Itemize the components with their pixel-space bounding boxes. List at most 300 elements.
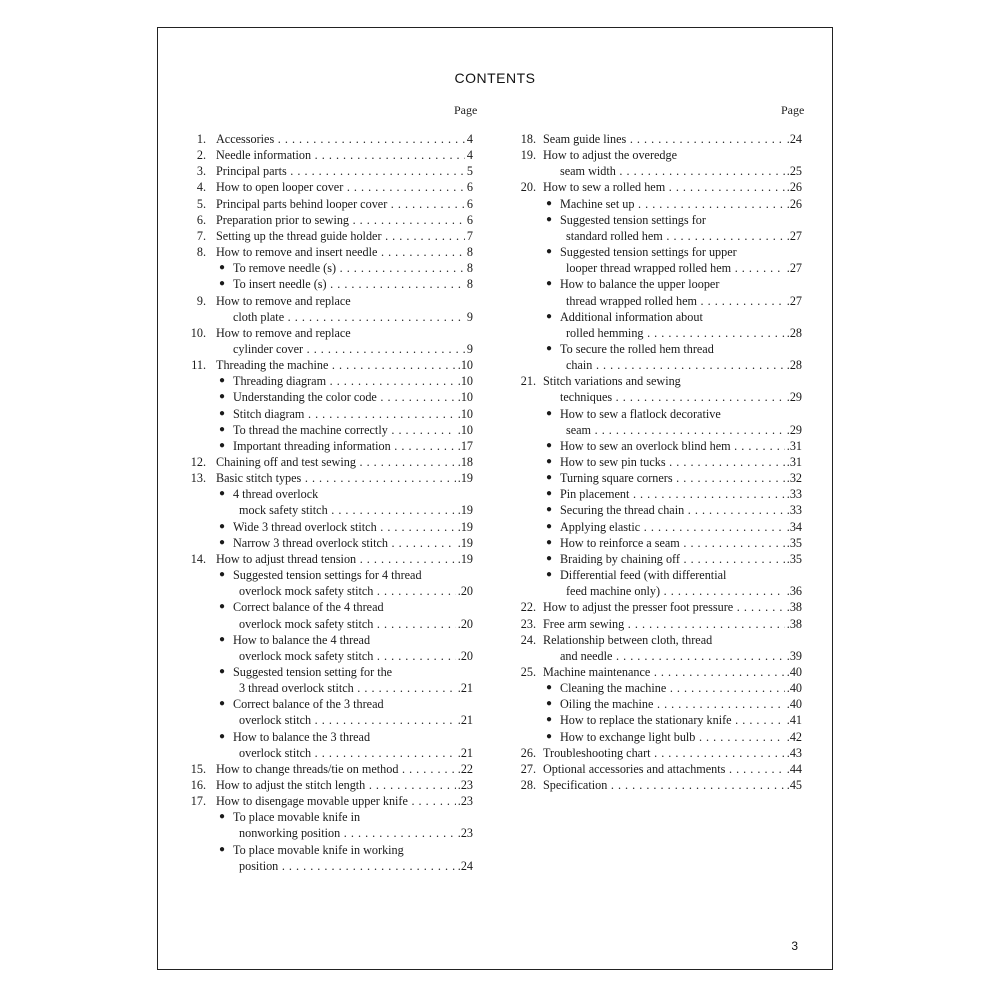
toc-entry xyxy=(158,793,478,809)
bullet-icon: ● xyxy=(546,278,553,290)
toc-entry-title: How to change threads/tie on method . . . xyxy=(216,761,473,777)
toc-entry xyxy=(158,825,478,841)
toc-entry-title: To place movable knife in working xyxy=(233,842,404,857)
toc-entry-title: Relationship between cloth, thread xyxy=(543,632,713,647)
toc-entry xyxy=(508,454,808,470)
toc-entry-title: feed machine only) . . . xyxy=(566,583,802,599)
toc-entry-page: .35 xyxy=(786,551,802,566)
toc-entry xyxy=(158,357,478,373)
toc-entry-number: 1. xyxy=(196,132,206,146)
toc-entry-page: .38 xyxy=(786,616,802,631)
toc-entry-title: How to balance the 4 thread xyxy=(233,632,371,647)
toc-entry-title: To insert needle (s) . . . xyxy=(233,276,473,292)
toc-entry-page: .27 xyxy=(786,228,802,243)
page-column-label-left: Page xyxy=(454,103,478,117)
toc-entry xyxy=(508,422,808,438)
toc-entry-page: .19 xyxy=(457,503,473,518)
toc-entry-page: .18 xyxy=(457,455,473,469)
toc-entry-title: To secure the rolled hem thread xyxy=(560,341,714,356)
toc-entry-number: 11. xyxy=(191,358,206,373)
toc-entry-title: To remove needle (s) . . . xyxy=(233,260,473,276)
toc-entry xyxy=(508,131,808,147)
toc-entry xyxy=(508,196,808,212)
toc-entry-page: .25 xyxy=(786,164,802,179)
toc-entry-page: .23 xyxy=(457,794,473,809)
toc-entry xyxy=(508,745,808,761)
toc-entry-title: Applying elastic . . . xyxy=(560,519,802,535)
toc-entry xyxy=(158,260,478,276)
toc-entry-page: .21 xyxy=(457,681,473,696)
toc-entry-page: .39 xyxy=(786,648,802,663)
toc-entry-title: standard rolled hem . . . xyxy=(566,228,802,244)
toc-entry xyxy=(508,341,808,357)
toc-entry xyxy=(158,648,478,664)
toc-entry-number: 2. xyxy=(196,148,206,163)
toc-entry-title: cloth plate . . . xyxy=(233,309,473,325)
toc-entry xyxy=(158,616,478,632)
toc-entry xyxy=(158,179,478,195)
toc-entry-title: To place movable knife in xyxy=(233,810,361,825)
toc-entry xyxy=(158,228,478,244)
toc-entry-page: .40 xyxy=(786,681,802,696)
toc-entry-page: .43 xyxy=(786,745,802,760)
toc-entry xyxy=(508,761,808,777)
toc-entry-title: Additional information about xyxy=(560,309,703,324)
toc-entry xyxy=(508,389,808,405)
bullet-icon: ● xyxy=(546,536,553,548)
toc-entry-title: overlock stitch . . . xyxy=(239,712,473,728)
toc-entry-page: .32 xyxy=(786,471,802,486)
bullet-icon: ● xyxy=(546,197,553,209)
toc-entry xyxy=(158,583,478,599)
toc-entry-number: 25. xyxy=(520,664,536,679)
bullet-icon: ● xyxy=(219,633,226,645)
bullet-icon: ● xyxy=(546,552,553,564)
bullet-icon: ● xyxy=(219,262,226,274)
toc-entry-title: How to adjust the presser foot pressure . . . xyxy=(543,599,802,615)
toc-entry xyxy=(158,486,478,502)
toc-entry xyxy=(158,842,478,858)
toc-entry-title: Free arm sewing . . . xyxy=(543,616,802,632)
toc-entry-title: Understanding the color code . . . xyxy=(233,389,473,405)
toc-entry xyxy=(508,519,808,535)
page-column-label-right: Page xyxy=(781,103,805,117)
toc-entry xyxy=(508,729,808,745)
toc-entry-title: How to sew a rolled hem . . . xyxy=(543,179,802,195)
toc-entry-title: Suggested tension settings for 4 thread xyxy=(233,568,422,583)
toc-entry xyxy=(158,438,478,454)
toc-entry-title: Turning square corners . . . xyxy=(560,470,802,486)
toc-entry-title: Accessories . . . xyxy=(216,131,473,147)
toc-entry xyxy=(158,163,478,179)
toc-entry xyxy=(158,470,478,486)
toc-entry-page: 9 xyxy=(466,341,473,356)
toc-entry-page: .20 xyxy=(457,616,473,631)
toc-entry xyxy=(508,502,808,518)
toc-entry-number: 26. xyxy=(520,745,536,760)
toc-entry-number: 14. xyxy=(190,551,206,566)
toc-entry-page: .45 xyxy=(786,778,802,792)
toc-entry-title: How to replace the stationary knife . . . xyxy=(560,712,802,728)
toc-entry-number: 15. xyxy=(190,761,206,776)
toc-entry-page: 4 xyxy=(466,148,473,163)
toc-entry xyxy=(158,422,478,438)
toc-entry xyxy=(508,276,808,292)
toc-entry-title: Principal parts behind looper cover . . . xyxy=(216,196,473,212)
toc-entry-title: How to sew pin tucks . . . xyxy=(560,454,802,470)
toc-entry-page: .26 xyxy=(786,180,802,195)
toc-entry-title: nonworking position . . . xyxy=(239,825,473,841)
toc-entry xyxy=(508,406,808,422)
toc-entry-page: .31 xyxy=(786,438,802,453)
toc-entry-page: .42 xyxy=(786,729,802,744)
toc-entry-page: .28 xyxy=(786,325,802,340)
toc-entry-title: Seam guide lines . . . xyxy=(543,131,802,147)
toc-entry-number: 3. xyxy=(196,164,206,179)
bullet-icon: ● xyxy=(219,730,226,742)
toc-entry-page: .23 xyxy=(457,778,473,792)
toc-entry-page: .35 xyxy=(786,535,802,550)
toc-entry-page: .24 xyxy=(457,858,473,873)
toc-entry-title: To thread the machine correctly . . . xyxy=(233,422,473,438)
toc-entry xyxy=(158,809,478,825)
toc-entry xyxy=(158,244,478,260)
toc-entry-title: looper thread wrapped rolled hem . . . xyxy=(566,260,802,276)
toc-entry-number: 24. xyxy=(520,632,536,647)
bullet-icon: ● xyxy=(219,375,226,387)
toc-entry xyxy=(158,454,478,470)
toc-entry xyxy=(508,696,808,712)
toc-entry-title: Cleaning the machine . . . xyxy=(560,680,802,696)
toc-entry xyxy=(508,293,808,309)
toc-entry xyxy=(508,551,808,567)
toc-entry xyxy=(158,729,478,745)
toc-entry xyxy=(508,325,808,341)
toc-entry xyxy=(158,309,478,325)
toc-entry xyxy=(158,293,478,309)
toc-entry-number: 6. xyxy=(196,212,206,227)
toc-entry xyxy=(508,486,808,502)
bullet-icon: ● xyxy=(219,488,226,500)
toc-entry-number: 28. xyxy=(520,778,536,792)
toc-entry xyxy=(158,406,478,422)
toc-entry-page: .34 xyxy=(786,519,802,534)
toc-entry-page: 8 xyxy=(466,245,473,260)
toc-entry xyxy=(508,616,808,632)
bullet-icon: ● xyxy=(546,520,553,532)
toc-entry-title: Stitch variations and sewing xyxy=(543,374,681,389)
toc-entry-page: .22 xyxy=(457,761,473,776)
toc-entry-number: 19. xyxy=(520,148,536,163)
toc-entry xyxy=(158,761,478,777)
toc-entry-page: 8 xyxy=(466,277,473,292)
toc-entry-page: .27 xyxy=(786,293,802,308)
toc-entry-number: 4. xyxy=(196,180,206,195)
toc-entry xyxy=(158,341,478,357)
toc-entry xyxy=(158,389,478,405)
toc-entry-number: 27. xyxy=(520,761,536,776)
toc-entry-page: 6 xyxy=(466,180,473,195)
toc-entry-title: Suggested tension setting for the xyxy=(233,664,393,679)
bullet-icon: ● xyxy=(546,310,553,322)
toc-entry xyxy=(158,147,478,163)
toc-entry-page: 7 xyxy=(466,228,473,243)
document-page xyxy=(157,27,833,970)
toc-entry-title: chain . . . xyxy=(566,357,802,373)
toc-entry-page: .10 xyxy=(457,406,473,421)
toc-entry xyxy=(158,212,478,228)
toc-entry-title: Needle information . . . xyxy=(216,147,473,163)
toc-entry-number: 17. xyxy=(190,794,206,809)
toc-entry xyxy=(508,147,808,163)
toc-entry-title: overlock mock safety stitch . . . xyxy=(239,616,473,632)
bullet-icon: ● xyxy=(219,391,226,403)
toc-entry-page: .19 xyxy=(457,471,473,486)
toc-entry-page: .44 xyxy=(786,761,802,776)
toc-entry-title: How to sew a flatlock decorative xyxy=(560,406,721,421)
toc-entry-page: .33 xyxy=(786,487,802,502)
toc-entry xyxy=(508,680,808,696)
toc-entry-title: Differential feed (with differential xyxy=(560,568,727,583)
bullet-icon: ● xyxy=(546,730,553,742)
toc-entry xyxy=(158,696,478,712)
toc-entry-title: Principal parts . . . xyxy=(216,163,473,179)
toc-entry xyxy=(158,712,478,728)
toc-entry-title: rolled hemming . . . xyxy=(566,325,802,341)
toc-entry-title: Suggested tension settings for xyxy=(560,212,706,227)
toc-entry xyxy=(158,599,478,615)
toc-entry-title: Preparation prior to sewing . . . xyxy=(216,212,473,228)
toc-entry-page: .10 xyxy=(457,422,473,437)
bullet-icon: ● xyxy=(546,407,553,419)
bullet-icon: ● xyxy=(219,811,226,823)
toc-entry-number: 13. xyxy=(190,471,206,486)
toc-entry xyxy=(158,551,478,567)
toc-entry xyxy=(508,309,808,325)
toc-entry-title: techniques . . . xyxy=(560,389,802,405)
toc-entry-title: and needle . . . xyxy=(560,648,802,664)
bullet-icon: ● xyxy=(546,456,553,467)
toc-entry-title: Wide 3 thread overlock stitch . . . xyxy=(233,519,473,535)
bullet-icon: ● xyxy=(546,698,553,710)
bullet-icon: ● xyxy=(219,536,226,548)
toc-entry-title: Correct balance of the 4 thread xyxy=(233,600,384,615)
toc-entry xyxy=(158,519,478,535)
toc-entry-page: .26 xyxy=(786,196,802,211)
toc-entry-page: .17 xyxy=(457,438,473,453)
bullet-icon: ● xyxy=(219,601,226,613)
toc-entry-title: How to balance the 3 thread xyxy=(233,729,371,744)
toc-entry xyxy=(508,632,808,648)
toc-entry xyxy=(508,712,808,728)
toc-entry-title: How to remove and replace xyxy=(216,325,351,340)
bullet-icon: ● xyxy=(219,407,226,419)
toc-entry xyxy=(508,260,808,276)
toc-entry-title: How to sew an overlock blind hem . . . xyxy=(560,438,802,454)
toc-entry-title: thread wrapped rolled hem . . . xyxy=(566,293,802,309)
toc-entry-number: 10. xyxy=(190,325,206,340)
bullet-icon: ● xyxy=(546,246,553,258)
toc-entry xyxy=(158,373,478,389)
toc-entry xyxy=(158,131,478,147)
toc-entry xyxy=(508,777,808,793)
toc-entry-title: Threading diagram . . . xyxy=(233,373,473,389)
toc-entry xyxy=(508,648,808,664)
toc-entry-title: Threading the machine . . . xyxy=(216,357,473,373)
toc-entry-title: 3 thread overlock stitch . . . xyxy=(239,680,473,696)
toc-entry-title: position . . . xyxy=(239,858,473,874)
toc-entry-title: cylinder cover . . . xyxy=(233,341,473,357)
toc-entry-page: .19 xyxy=(457,519,473,534)
toc-entry-title: Stitch diagram . . . xyxy=(233,406,473,422)
toc-entry-number: 7. xyxy=(196,228,206,243)
toc-entry-number: 20. xyxy=(520,180,536,195)
toc-entry xyxy=(158,680,478,696)
toc-entry-page: .40 xyxy=(786,664,802,679)
bullet-icon: ● xyxy=(546,714,553,726)
toc-entry-number: 8. xyxy=(196,245,206,260)
toc-entry xyxy=(508,163,808,179)
toc-entry xyxy=(508,567,808,583)
toc-entry-title: Securing the thread chain . . . xyxy=(560,502,802,518)
toc-entry-title: Suggested tension settings for upper xyxy=(560,245,737,260)
toc-entry-title: Pin placement . . . xyxy=(560,486,802,502)
toc-entry-title: mock safety stitch . . . xyxy=(239,502,473,518)
bullet-icon: ● xyxy=(219,843,226,855)
toc-entry xyxy=(158,745,478,761)
toc-entry-page: .10 xyxy=(457,390,473,405)
toc-entry xyxy=(508,357,808,373)
toc-entry-number: 18. xyxy=(520,132,536,146)
toc-entry xyxy=(158,196,478,212)
toc-entry-title: Braiding by chaining off . . . xyxy=(560,551,802,567)
toc-entry-number: 21. xyxy=(520,374,536,389)
toc-entry-title: 4 thread overlock xyxy=(233,487,319,502)
toc-entry-page: .23 xyxy=(457,826,473,841)
toc-entry xyxy=(508,583,808,599)
toc-entry-title: How to remove and insert needle . . . xyxy=(216,244,473,260)
bullet-icon: ● xyxy=(546,504,553,516)
toc-entry xyxy=(158,276,478,292)
toc-entry-number: 22. xyxy=(520,600,536,615)
toc-entry-number: 23. xyxy=(520,616,536,631)
toc-entry-title: Narrow 3 thread overlock stitch . . . xyxy=(233,535,473,551)
toc-entry-page: .20 xyxy=(457,648,473,663)
toc-entry-title: How to adjust thread tension . . . xyxy=(216,551,473,567)
toc-entry xyxy=(508,664,808,680)
toc-entry-page: .27 xyxy=(786,261,802,276)
toc-entry-page: .21 xyxy=(457,713,473,728)
toc-entry-title: Correct balance of the 3 thread xyxy=(233,697,384,712)
toc-entry-page: .31 xyxy=(786,455,802,469)
bullet-icon: ● xyxy=(219,698,226,710)
bullet-icon: ● xyxy=(546,488,553,500)
bullet-icon: ● xyxy=(219,520,226,532)
toc-entry-number: 5. xyxy=(196,196,206,211)
toc-entry-page: .19 xyxy=(457,551,473,566)
toc-entry xyxy=(508,212,808,228)
toc-entry-title: How to reinforce a seam . . . xyxy=(560,535,802,551)
bullet-icon: ● xyxy=(219,665,226,677)
toc-entry-page: .10 xyxy=(457,358,473,373)
toc-entry xyxy=(158,664,478,680)
toc-entry xyxy=(158,325,478,341)
toc-entry-title: How to remove and replace xyxy=(216,293,351,308)
bullet-icon: ● xyxy=(546,213,553,225)
bullet-icon: ● xyxy=(546,342,553,354)
toc-entry xyxy=(158,567,478,583)
toc-entry xyxy=(158,502,478,518)
toc-entry-title: Important threading information . . . xyxy=(233,438,473,454)
toc-entry xyxy=(158,535,478,551)
toc-entry-title: Machine maintenance . . . xyxy=(543,664,802,680)
toc-entry-page: .29 xyxy=(786,390,802,405)
toc-entry xyxy=(508,373,808,389)
bullet-icon: ● xyxy=(219,439,226,451)
bullet-icon: ● xyxy=(219,569,226,581)
toc-entry xyxy=(158,858,478,874)
toc-entry-page: 4 xyxy=(466,132,473,146)
toc-entry xyxy=(508,228,808,244)
bullet-icon: ● xyxy=(219,278,226,290)
toc-entry-page: .40 xyxy=(786,697,802,712)
bullet-icon: ● xyxy=(546,569,553,581)
toc-entry-title: overlock mock safety stitch . . . xyxy=(239,583,473,599)
toc-entry-title: Optional accessories and attachments . . . xyxy=(543,761,802,777)
bullet-icon: ● xyxy=(546,682,553,694)
toc-entry xyxy=(508,535,808,551)
toc-entry-title: Chaining off and test sewing . . . xyxy=(216,454,473,470)
toc-entry-number: 16. xyxy=(190,778,206,792)
toc-entry xyxy=(508,244,808,260)
page-title: CONTENTS xyxy=(454,70,536,86)
toc-entry-page: .33 xyxy=(786,503,802,518)
bullet-icon: ● xyxy=(546,439,553,451)
toc-entry-page: .24 xyxy=(786,132,802,146)
toc-entry-title: How to open looper cover . . . xyxy=(216,179,473,195)
toc-entry-page: .20 xyxy=(457,584,473,599)
toc-entry xyxy=(158,632,478,648)
toc-entry-page: .19 xyxy=(457,535,473,550)
toc-entry-number: 12. xyxy=(190,455,206,469)
toc-entry xyxy=(158,777,478,793)
toc-entry-page: 5 xyxy=(466,164,473,179)
toc-entry-title: How to exchange light bulb . . . xyxy=(560,729,802,745)
toc-entry-title: overlock mock safety stitch . . . xyxy=(239,648,473,664)
toc-entry xyxy=(508,470,808,486)
toc-entry-page: .41 xyxy=(786,713,802,728)
toc-entry xyxy=(508,179,808,195)
toc-entry-page: .38 xyxy=(786,600,802,615)
toc-entry-title: Troubleshooting chart . . . xyxy=(543,745,802,761)
toc-entry-page: .21 xyxy=(457,745,473,760)
toc-entry-page: 9 xyxy=(466,309,473,324)
toc-entry-title: seam . . . xyxy=(566,422,802,438)
bullet-icon: ● xyxy=(219,423,226,435)
toc-entry-number: 9. xyxy=(196,293,206,308)
toc-entry-title: How to balance the upper looper xyxy=(560,277,720,292)
toc-entry-page: .10 xyxy=(457,374,473,389)
toc-entry-page: .28 xyxy=(786,358,802,373)
toc-entry-title: Machine set up . . . xyxy=(560,196,802,212)
toc-entry-title: How to adjust the stitch length . . . xyxy=(216,777,473,793)
toc-entry-title: How to adjust the overedge xyxy=(543,148,678,163)
page-number: 3 xyxy=(791,939,798,953)
toc-entry-page: .36 xyxy=(786,584,802,599)
toc-entry xyxy=(508,599,808,615)
toc-entry-title: Oiling the machine . . . xyxy=(560,696,802,712)
toc-entry-title: overlock stitch . . . xyxy=(239,745,473,761)
